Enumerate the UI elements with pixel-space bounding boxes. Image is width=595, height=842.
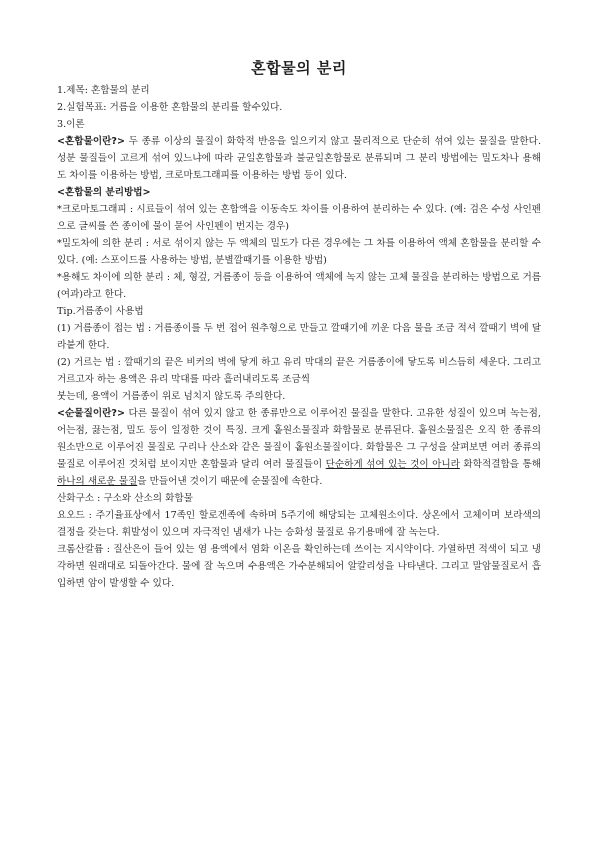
item-subject: 1.제목: 혼합물의 분리: [57, 85, 150, 96]
iodine-definition: 요오드 : 주기율표상에서 17족인 할로겐족에 속하며 5주기에 해당되는 고체원소이다. 상온에서 고체이며 보라색의 결정을 갖는다. 휘발성이 있으며 자극적인 냄새가 나는 승화성 물질로 유기용매에 잘 녹는다.: [57, 510, 541, 538]
methods-heading: <혼합물의 분리방법>: [57, 187, 151, 198]
pure-text-underline-2: 하나의 새로운 물질: [57, 476, 138, 487]
pure-substance-definition: [57, 405, 541, 490]
pure-text-b: 화학적결합을 통해: [459, 459, 541, 470]
pure-heading: <순물질이란?>: [57, 408, 125, 419]
mixture-text: 두 종류 이상의 물질이 화학적 반응을 일으키지 않고 물리적으로 단순히 섞여 있는 물질을 말한다. 성분 물질들이 고르게 섞여 있느냐에 따라 균일혼합물과 불균일혼합물로 분류되며 그 분리 방법에는 밀도차나 용해도 차이를 이용하는 방법, 크로마토그래피를 이용하는 방법 등이 있다.: [57, 136, 541, 181]
method-chromatography: *크로마토그래피 : 시료들이 섞여 있는 혼합액을 이동속도 차이를 이용하여 분리하는 수 있다. (예: 검은 수성 사인펜으로 글씨를 쓴 종이에 물이 묻어 사인펜이 번지는 경우): [57, 204, 541, 232]
method-density: *밀도차에 의한 분리 : 서로 섞이지 않는 두 액체의 밀도가 다른 경우에는 그 차를 이용하여 액체 혼합물을 분리할 수 있다. (예: 스포이드를 사용하는 방법, 분별깔때기를 이용한 방법): [57, 238, 541, 266]
tip-heading: Tip.거름종이 사용법: [57, 306, 144, 317]
pure-text-underline-1: 단순하게 섞여 있는 것이 아니라: [325, 459, 460, 470]
document-title: 혼합물의 분리: [251, 59, 347, 77]
pure-text-a: 다른 물질이 섞여 있지 않고 한 종류만으로 이루어진 물질을 말한다. 고유한 성질이 있으며 녹는점, 어는점, 끓는점, 밀도 등이 일정한 것이 특징. 크게 홑원소물질과 화합물로 분류된다. 홑원소물질은 오직 한 종류의 원소만으로 이루어진 물질로 구리나 산소와 같은 물질이 홑원소물질이다. 화합물은 그 구성을 살펴보면 여러 종류의 물질로 이루어진 것처럼 보이지만 혼합물과 달리 여러 물질들이: [57, 408, 541, 470]
mixture-heading: <혼합물이란?>: [57, 136, 125, 147]
tip-filtering-cont: 붓는데, 용액이 거름종이 위로 넘치지 않도록 주의한다.: [57, 391, 286, 402]
pure-text-c: 을 만들어낸 것이기 때문에 순물질에 속한다.: [137, 476, 323, 487]
tip-filtering: (2) 거르는 법 : 깔때기의 끝은 비커의 벽에 닿게 하고 유리 막대의 끝은 거름종이에 닿도록 비스듬히 세운다. 그리고 거르고자 하는 용액은 유리 막대를 따라 흘러내리도록 조금씩: [57, 357, 541, 385]
method-solubility: *용해도 차이에 의한 분리 : 체, 형겊, 거름종이 등을 이용하여 액체에 녹지 않는 고체 물질을 분리하는 방법으로 거름(여과)라고 한다.: [57, 272, 541, 300]
sanhwa-definition: 산화구소 : 구소와 산소의 화합물: [57, 493, 193, 504]
chromate-definition: 크롬산칼륨 : 질산은이 들어 있는 염 용액에서 염화 이온을 확인하는데 쓰이는 지시약이다. 가열하면 적색이 되고 냉각하면 원래대로 되돌아간다. 물에 잘 녹으며 수용액은 가수분해되어 알칼리성을 나타낸다. 그리고 말암물질로서 흡입하면 암이 발생할 수 있다.: [57, 544, 541, 589]
tip-folding: (1) 거름종이 접는 법 : 거름종이를 두 번 접어 원추형으로 만들고 깔때기에 끼운 다음 물을 조금 적셔 깔때기 벽에 달라붙게 한다.: [57, 323, 541, 351]
mixture-definition: [57, 133, 541, 184]
item-theory: 3.이론: [57, 119, 85, 130]
item-goal: 2.실험목표: 거름을 이용한 혼합물의 분리를 할수있다.: [57, 102, 283, 113]
